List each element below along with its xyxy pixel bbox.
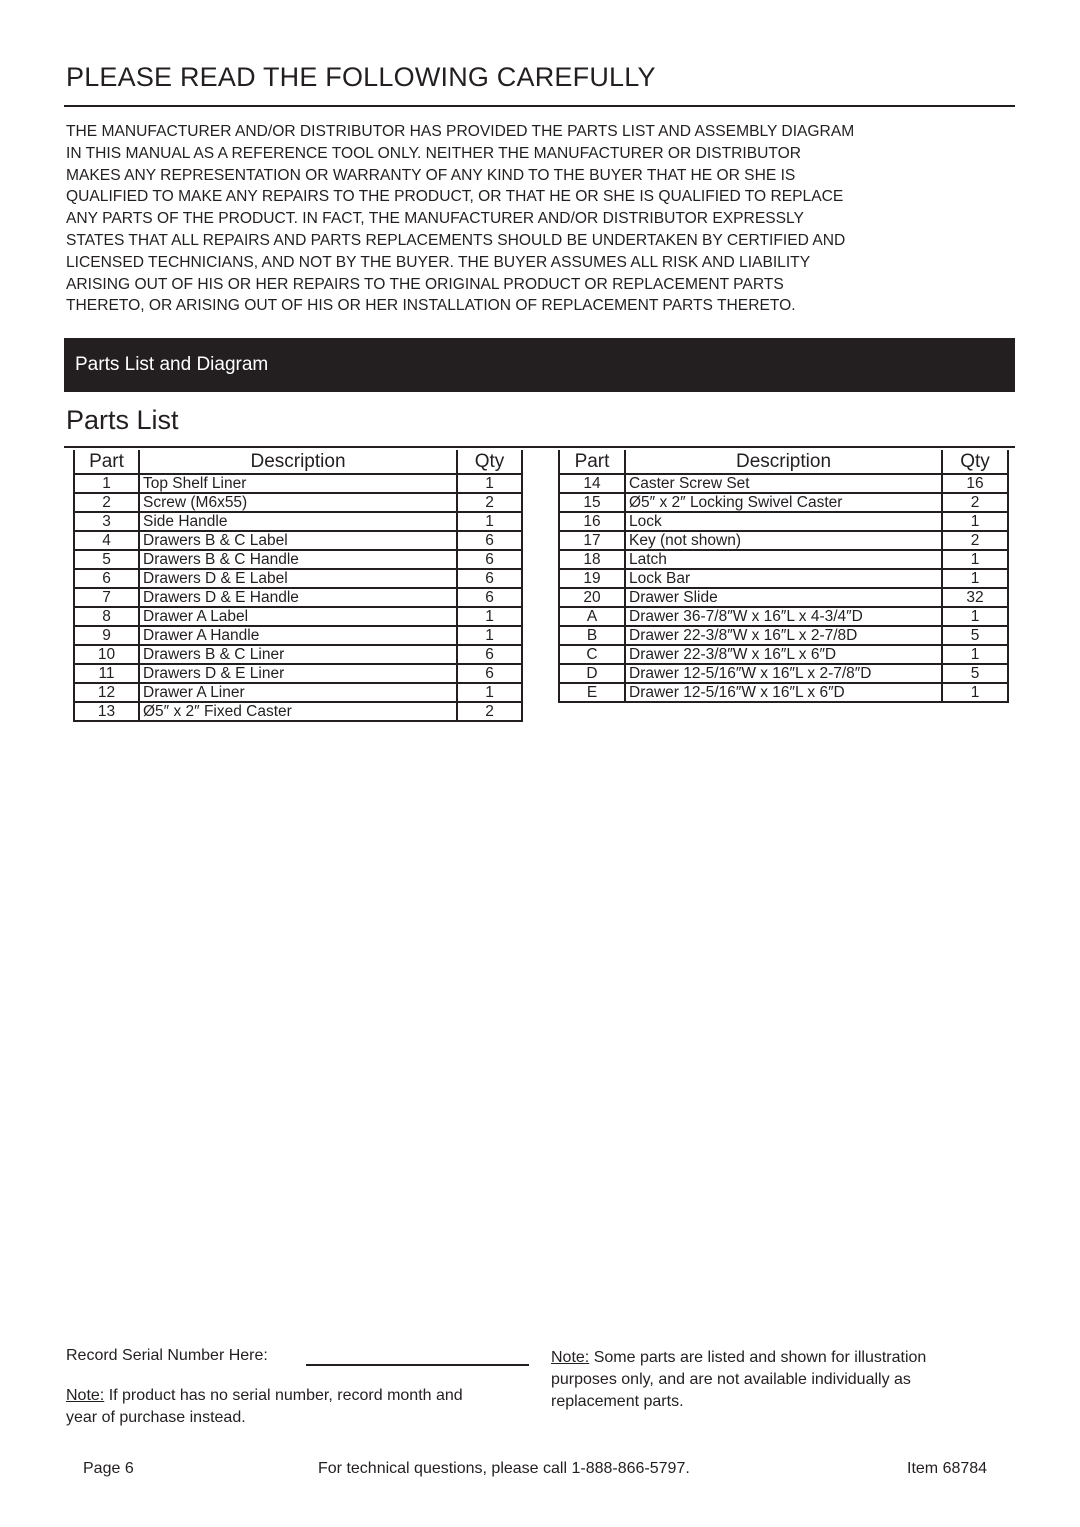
part-qty: 1: [942, 683, 1008, 702]
part-description: Drawer Slide: [625, 588, 942, 607]
part-number: 10: [74, 645, 139, 664]
header-part: Part: [559, 450, 625, 474]
part-description: Drawers D & E Handle: [139, 588, 457, 607]
part-qty: 6: [457, 569, 522, 588]
part-qty: 6: [457, 550, 522, 569]
part-number: 9: [74, 626, 139, 645]
part-qty: 1: [457, 512, 522, 531]
header-description: Description: [625, 450, 942, 474]
table-row: [74, 512, 522, 531]
part-qty: 6: [457, 531, 522, 550]
table-row: [559, 569, 1008, 588]
part-qty: 1: [457, 626, 522, 645]
part-number: 4: [74, 531, 139, 550]
part-description: Drawers B & C Liner: [139, 645, 457, 664]
part-description: Lock Bar: [625, 569, 942, 588]
table-row: [74, 588, 522, 607]
header-qty: Qty: [942, 450, 1008, 474]
part-qty: 1: [942, 550, 1008, 569]
part-qty: 2: [942, 493, 1008, 512]
part-description: Drawer A Liner: [139, 683, 457, 702]
part-number: E: [559, 683, 625, 702]
part-number: 19: [559, 569, 625, 588]
part-description: Caster Screw Set: [625, 474, 942, 493]
section-header-bar: [64, 338, 1015, 392]
disclaimer-text: [66, 121, 1006, 317]
note-label: Note:: [66, 1387, 105, 1404]
part-qty: 1: [457, 683, 522, 702]
part-description: Drawer 12-5/16″W x 16″L x 6″D: [625, 683, 942, 702]
part-number: 7: [74, 588, 139, 607]
part-number: 11: [74, 664, 139, 683]
item-number: Item 68784: [907, 1460, 988, 1477]
part-description: Ø5″ x 2″ Locking Swivel Caster: [625, 493, 942, 512]
part-description: Lock: [625, 512, 942, 531]
disclaimer-line: QUALIFIED TO MAKE ANY REPAIRS TO THE PRODUCT, OR THAT HE OR SHE IS QUALIFIED TO REPLACE: [66, 188, 844, 206]
part-qty: 2: [942, 531, 1008, 550]
table-row: [559, 664, 1008, 683]
title-divider: [64, 105, 1015, 107]
table-header-row: [559, 450, 1008, 474]
part-number: 6: [74, 569, 139, 588]
part-number: 3: [74, 512, 139, 531]
part-number: 8: [74, 607, 139, 626]
table-row: [559, 626, 1008, 645]
part-number: 5: [74, 550, 139, 569]
table-row: [74, 607, 522, 626]
part-qty: 1: [942, 645, 1008, 664]
part-qty: 1: [942, 512, 1008, 531]
disclaimer-line: LICENSED TECHNICIANS, AND NOT BY THE BUYER. THE BUYER ASSUMES ALL RISK AND LIABILITY: [66, 253, 811, 271]
parts-availability-note: [551, 1347, 971, 1413]
page-number: Page 6: [83, 1460, 134, 1477]
part-number: 14: [559, 474, 625, 493]
table-row: [559, 493, 1008, 512]
part-qty: 2: [457, 702, 522, 721]
table-row: [559, 645, 1008, 664]
table-row: [74, 569, 522, 588]
part-number: 12: [74, 683, 139, 702]
serial-note: [66, 1385, 466, 1429]
part-description: Drawers D & E Liner: [139, 664, 457, 683]
part-description: Drawers D & E Label: [139, 569, 457, 588]
part-number: 13: [74, 702, 139, 721]
disclaimer-line: THERETO, OR ARISING OUT OF HIS OR HER INSTALLATION OF REPLACEMENT PARTS THERETO.: [66, 297, 796, 315]
table-header-row: [74, 450, 522, 474]
part-number: A: [559, 607, 625, 626]
page-title: PLEASE READ THE FOLLOWING CAREFULLY: [66, 62, 656, 92]
table-row: [559, 588, 1008, 607]
part-description: Drawers B & C Label: [139, 531, 457, 550]
parts-list-divider: [64, 446, 1015, 448]
table-row: [74, 645, 522, 664]
table-row: [74, 550, 522, 569]
part-description: Drawers B & C Handle: [139, 550, 457, 569]
table-row: [74, 493, 522, 512]
part-description: Top Shelf Liner: [139, 474, 457, 493]
note-text: Some parts are listed and shown for illustration purposes only, and are not available individually as replacement parts.: [551, 1349, 927, 1410]
part-qty: 5: [942, 664, 1008, 683]
table-row: [74, 702, 522, 721]
table-row: [74, 626, 522, 645]
part-qty: 1: [942, 607, 1008, 626]
disclaimer-line: IN THIS MANUAL AS A REFERENCE TOOL ONLY. NEITHER THE MANUFACTURER OR DISTRIBUTOR: [66, 144, 802, 162]
part-qty: 6: [457, 664, 522, 683]
table-row: [559, 550, 1008, 569]
part-description: Drawer 36-7/8″W x 16″L x 4-3/4″D: [625, 607, 942, 626]
part-number: 18: [559, 550, 625, 569]
part-description: Drawer 22-3/8″W x 16″L x 6″D: [625, 645, 942, 664]
part-qty: 1: [942, 569, 1008, 588]
part-description: Ø5″ x 2″ Fixed Caster: [139, 702, 457, 721]
part-qty: 1: [457, 607, 522, 626]
part-description: Drawer 22-3/8″W x 16″L x 2-7/8D: [625, 626, 942, 645]
part-description: Side Handle: [139, 512, 457, 531]
part-number: C: [559, 645, 625, 664]
part-qty: 16: [942, 474, 1008, 493]
disclaimer-line: ARISING OUT OF HIS OR HER REPAIRS TO THE ORIGINAL PRODUCT OR REPLACEMENT PARTS: [66, 275, 784, 293]
tech-support-line: For technical questions, please call 1-888-866-5797.: [318, 1460, 690, 1477]
part-number: 1: [74, 474, 139, 493]
part-description: Key (not shown): [625, 531, 942, 550]
header-part: Part: [74, 450, 139, 474]
disclaimer-line: STATES THAT ALL REPAIRS AND PARTS REPLACEMENTS SHOULD BE UNDERTAKEN BY CERTIFIED AND: [66, 231, 846, 249]
header-description: Description: [139, 450, 457, 474]
note-text: If product has no serial number, record month and year of purchase instead.: [66, 1387, 463, 1426]
parts-table-right: [558, 450, 1009, 703]
header-qty: Qty: [457, 450, 522, 474]
part-number: B: [559, 626, 625, 645]
part-number: 2: [74, 493, 139, 512]
part-qty: 5: [942, 626, 1008, 645]
part-number: D: [559, 664, 625, 683]
part-qty: 1: [457, 474, 522, 493]
parts-table-left: [73, 450, 523, 722]
part-number: 15: [559, 493, 625, 512]
part-description: Drawer A Label: [139, 607, 457, 626]
part-qty: 6: [457, 588, 522, 607]
parts-list-title: Parts List: [66, 405, 179, 435]
part-qty: 32: [942, 588, 1008, 607]
section-heading: Parts List and Diagram: [75, 354, 269, 375]
table-row: [74, 531, 522, 550]
part-description: Screw (M6x55): [139, 493, 457, 512]
part-description: Latch: [625, 550, 942, 569]
part-description: Drawer 12-5/16″W x 16″L x 2-7/8″D: [625, 664, 942, 683]
disclaimer-line: MAKES ANY REPRESENTATION OR WARRANTY OF ANY KIND TO THE BUYER THAT HE OR SHE IS: [66, 166, 796, 184]
table-row: [559, 512, 1008, 531]
table-row: [559, 531, 1008, 550]
table-row: [74, 683, 522, 702]
part-number: 16: [559, 512, 625, 531]
part-number: 20: [559, 588, 625, 607]
table-row: [74, 474, 522, 493]
disclaimer-line: THE MANUFACTURER AND/OR DISTRIBUTOR HAS PROVIDED THE PARTS LIST AND ASSEMBLY DIAGRAM: [66, 123, 855, 140]
part-qty: 2: [457, 493, 522, 512]
serial-number-label: Record Serial Number Here:: [66, 1347, 268, 1364]
table-row: [559, 607, 1008, 626]
note-label: Note:: [551, 1349, 590, 1366]
table-row: [559, 474, 1008, 493]
disclaimer-line: ANY PARTS OF THE PRODUCT. IN FACT, THE MANUFACTURER AND/OR DISTRIBUTOR EXPRESSLY: [66, 210, 804, 228]
part-number: 17: [559, 531, 625, 550]
table-row: [74, 664, 522, 683]
part-description: Drawer A Handle: [139, 626, 457, 645]
part-qty: 6: [457, 645, 522, 664]
serial-number-line: [306, 1364, 529, 1366]
table-row: [559, 683, 1008, 702]
